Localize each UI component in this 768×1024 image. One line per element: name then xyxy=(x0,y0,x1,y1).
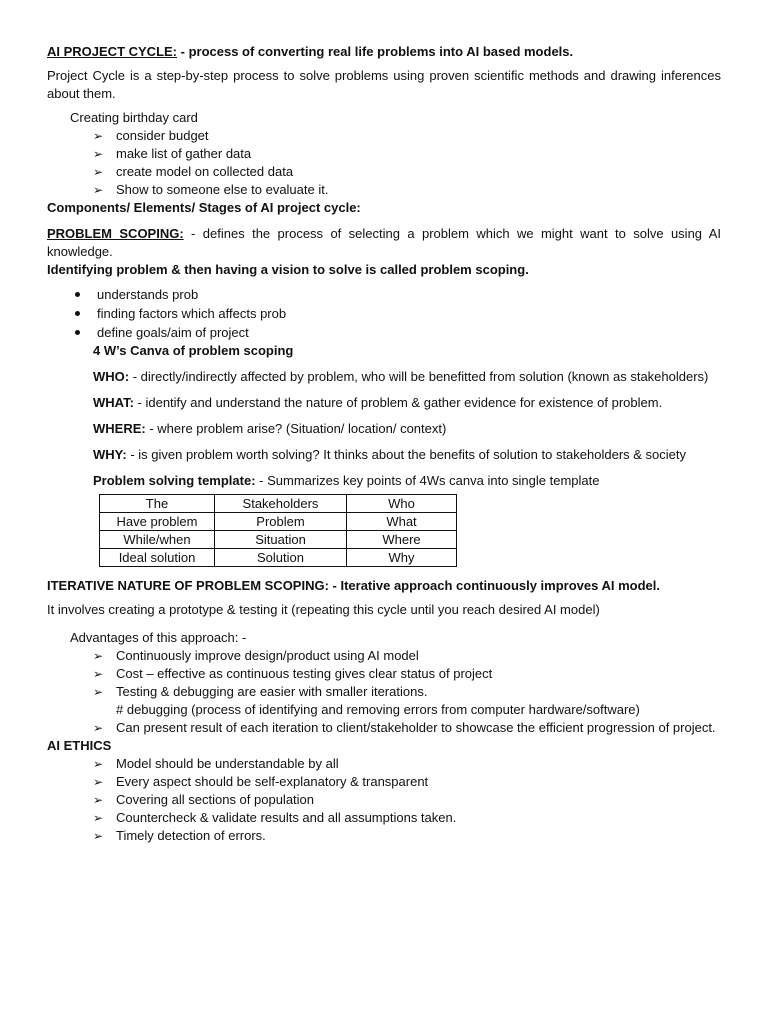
arrow-bullet-icon: ➢ xyxy=(93,649,104,663)
ai-project-cycle-heading xyxy=(47,43,721,61)
example-title: Creating birthday card xyxy=(70,110,198,125)
bullet-dot-icon xyxy=(75,292,80,297)
arrow-bullet-icon: ➢ xyxy=(93,165,104,179)
problem-scoping-bold-line: Identifying problem & then having a vision to solve is called problem scoping. xyxy=(47,262,529,277)
ethics-list xyxy=(47,755,721,845)
advantages-list-cont xyxy=(47,719,721,737)
where-paragraph: WHERE: - where problem arise? (Situation/ location/ context) xyxy=(93,421,447,436)
arrow-bullet-icon: ➢ xyxy=(93,685,104,699)
arrow-bullet-icon: ➢ xyxy=(93,829,104,843)
list-item: ➢ consider budget xyxy=(93,128,209,143)
list-item: ➢ make list of gather data xyxy=(93,146,252,161)
table-cell: Where xyxy=(347,531,457,549)
bullet-dot-icon xyxy=(75,330,80,335)
table-row xyxy=(100,549,457,567)
example-list xyxy=(47,127,721,199)
iterative-heading: ITERATIVE NATURE OF PROBLEM SCOPING: - Iterative approach continuously improves AI model. xyxy=(47,578,660,593)
list-item: understands prob xyxy=(73,285,721,304)
list-item: define goals/aim of project xyxy=(73,323,721,342)
project-cycle-intro: Project Cycle is a step-by-step process to solve problems using proven scientific methods and drawing inferences about them. xyxy=(47,68,721,101)
scoping-bullet-list xyxy=(47,285,721,342)
ai-ethics-heading: AI ETHICS xyxy=(47,738,112,753)
list-item: ➢ create model on collected data xyxy=(93,164,294,179)
problem-solving-table xyxy=(99,494,457,567)
table-row xyxy=(100,495,457,513)
components-heading: Components/ Elements/ Stages of AI project cycle: xyxy=(47,200,361,215)
list-item: ➢ Timely detection of errors. xyxy=(93,828,266,843)
canvas-title: 4 W’s Canva of problem scoping xyxy=(93,343,294,358)
iterative-intro: It involves creating a prototype & testing it (repeating this cycle until you reach desired AI model) xyxy=(47,602,600,617)
arrow-bullet-icon: ➢ xyxy=(93,183,104,197)
table-cell: The xyxy=(100,495,215,513)
list-item: ➢ Continuously improve design/product using AI model xyxy=(93,648,419,663)
problem-scoping-label: PROBLEM SCOPING: xyxy=(47,226,184,241)
arrow-bullet-icon: ➢ xyxy=(93,147,104,161)
advantages-title: Advantages of this approach: - xyxy=(70,630,247,645)
table-row xyxy=(100,531,457,549)
list-item: ➢ Model should be understandable by all xyxy=(93,756,339,771)
why-paragraph: WHY: - is given problem worth solving? It thinks about the benefits of solution to stakeholders & society xyxy=(93,447,687,462)
arrow-bullet-icon: ➢ xyxy=(93,667,104,681)
table-cell: What xyxy=(347,513,457,531)
bullet-dot-icon xyxy=(75,311,80,316)
problem-scoping-definition: PROBLEM SCOPING: - defines the process of selecting a problem which we might want to solve using AI knowledge. xyxy=(47,226,721,259)
list-item: ➢ Every aspect should be self-explanatory & transparent xyxy=(93,774,429,789)
what-paragraph: WHAT: - identify and understand the nature of problem & gather evidence for existence of problem. xyxy=(93,395,663,410)
table-cell: Solution xyxy=(215,549,347,567)
template-paragraph: Problem solving template: - Summarizes key points of 4Ws canva into single template xyxy=(93,473,600,488)
table-cell: Have problem xyxy=(100,513,215,531)
arrow-bullet-icon: ➢ xyxy=(93,721,104,735)
arrow-bullet-icon: ➢ xyxy=(93,811,104,825)
table-cell: Why xyxy=(347,549,457,567)
table-cell: Stakeholders xyxy=(215,495,347,513)
arrow-bullet-icon: ➢ xyxy=(93,757,104,771)
arrow-bullet-icon: ➢ xyxy=(93,793,104,807)
debugging-note: # debugging (process of identifying and removing errors from computer hardware/software) xyxy=(116,702,640,717)
table-cell: Problem xyxy=(215,513,347,531)
heading-label: AI PROJECT CYCLE: xyxy=(47,44,178,59)
arrow-bullet-icon: ➢ xyxy=(93,775,104,789)
table-cell: While/when xyxy=(100,531,215,549)
table-cell: Ideal solution xyxy=(100,549,215,567)
table-cell: Who xyxy=(347,495,457,513)
list-item: ➢ Can present result of each iteration to client/stakeholder to showcase the efficient progression of project. xyxy=(93,720,716,735)
four-ws-section xyxy=(47,342,721,490)
list-item: ➢ Testing & debugging are easier with smaller iterations. xyxy=(93,684,428,699)
list-item: finding factors which affects prob xyxy=(73,304,721,323)
arrow-bullet-icon: ➢ xyxy=(93,129,104,143)
who-paragraph: WHO: - directly/indirectly affected by problem, who will be benefitted from solution (known as stakeholders) xyxy=(93,369,709,384)
list-item: ➢ Show to someone else to evaluate it. xyxy=(93,182,329,197)
list-item: ➢ Cost – effective as continuous testing gives clear status of project xyxy=(93,666,493,681)
advantages-list xyxy=(47,647,721,701)
list-item: ➢ Countercheck & validate results and all assumptions taken. xyxy=(93,810,457,825)
table-row xyxy=(100,513,457,531)
list-item: ➢ Covering all sections of population xyxy=(93,792,315,807)
heading-rest: - process of converting real life problems into AI based models. xyxy=(177,44,574,59)
table-cell: Situation xyxy=(215,531,347,549)
